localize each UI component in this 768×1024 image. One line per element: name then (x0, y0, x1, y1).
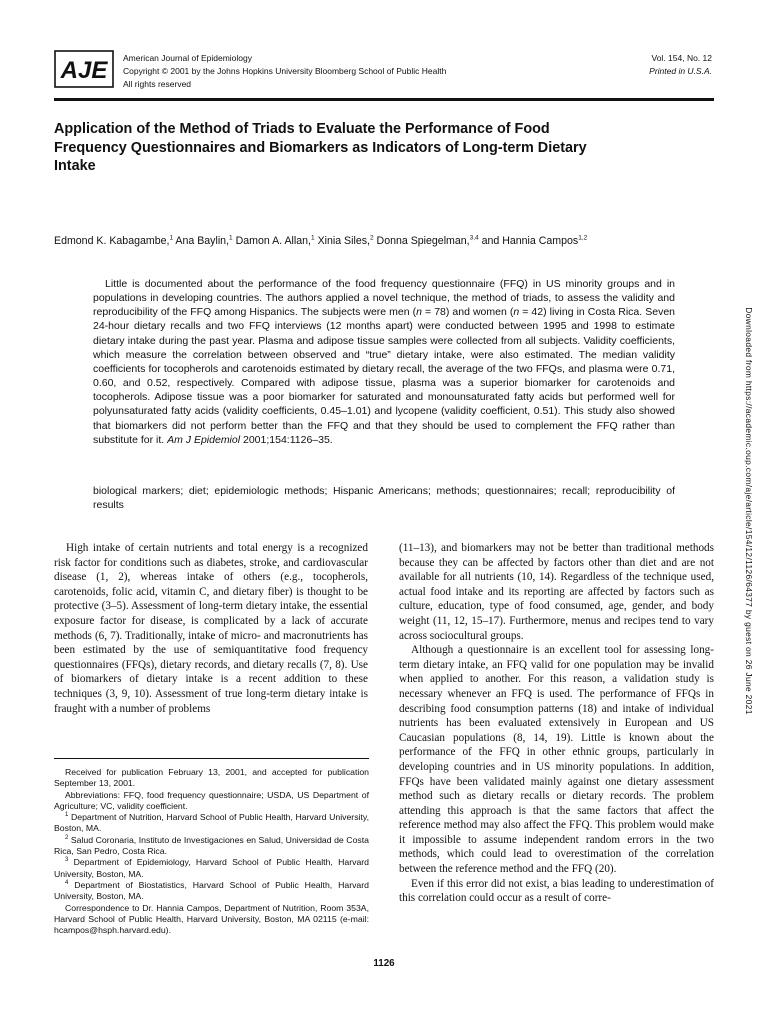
abstract-text: Little is documented about the performance of the food frequency questionnaire (FFQ) in US minority groups and in populations in developing countries. The authors applied a novel technique, the method of triads, to assess the validity and reproducibility of the FFQ among Hispanics. The subjects were men ( (93, 278, 675, 319)
abstract-citation: 2001;154:1126–35. (240, 433, 333, 446)
volume-issue: Vol. 154, No. 12 (651, 53, 712, 63)
header-journal-info (123, 52, 446, 91)
author-affiliation: 1 (310, 234, 315, 242)
abstract-text: = 78) and women ( (422, 306, 514, 319)
body-paragraph: Even if this error did not exist, a bias leading to underestimation of this correlation could occur as a result of corre- (399, 877, 714, 905)
author-name: Donna Spiegelman, (376, 235, 470, 247)
body-paragraph: (11–13), and biomarkers may not be better than traditional methods because they can be affected by factors other than diet and are not available for all nutrients (10, 14). Regardless of the technique used, actual food intake and its reporting are affected by factors such as culture, education, type of food consumed, age, gender, and body weight (11, 12, 15–17). Furthermore, menus and recipes tend to vary across sociocultural groups. (399, 542, 714, 642)
author-list (54, 234, 684, 248)
received-note: Received for publication February 13, 2001, and accepted for publication September 13, 2001. (54, 767, 369, 789)
rights-line: All rights reserved (123, 79, 192, 89)
affiliation-text: Department of Nutrition, Harvard School of Public Health, Harvard University, Boston, MA. (54, 812, 369, 834)
keywords: biological markers; diet; epidemiologic methods; Hispanic Americans; methods; questionnaires; recall; reproducibility of results (93, 485, 675, 512)
abstract (93, 277, 675, 447)
logo-text: AJE (60, 57, 108, 84)
affiliation-number: 4 (65, 880, 69, 887)
article-title: Application of the Method of Triads to Evaluate the Performance of Food Frequency Questionnaires and Biomarkers as Indicators of Long-term Dietary Intake (54, 121, 587, 174)
abstract-text: = 42) living in Costa Rica. Seven 24-hour dietary recalls and two FFQ interviews (12 months apart) were conducted between 1995 and 1998 to estimate dietary intake during the past year. Plasma and adipose tissue samples were collected from all subjects. Validity coefficients, which measure the correlation between observed and “true” dietary intake, were also estimated. The median validity coefficients for tocopherols and carotenoids estimated by dietary recall, the average of the two FFQs, and plasma were 0.71, 0.60, and 0.52, respectively. Compared with adipose tissue, plasma was a superior biomarker for carotenoids and tocopherols. Adipose tissue was a poor biomarker for saturated and monounsaturated fatty acids but performed well for polyunsaturated fatty acids (validity coefficients, 0.45–1.01) and lycopene (validity coefficient, 0.51). This study also showed that biomarkers did not perform better than the FFQ and that they should be used to complement the FFQ rather than substitute for it. (93, 306, 675, 446)
affiliation-note (54, 880, 369, 903)
affiliation-note (54, 857, 369, 880)
affiliation-number: 3 (65, 857, 69, 864)
page-number: 1126 (373, 958, 395, 969)
affiliation-text: Salud Coronaria, Instituto de Investigaciones en Salud, Universidad de Costa Rica, San Pedro, Costa Rica. (54, 834, 369, 857)
abbreviations-note: Abbreviations: FFQ, food frequency questionnaire; USDA, US Department of Agriculture; VC, validity coefficient. (54, 789, 369, 811)
affiliation-note (54, 812, 369, 835)
body-column-right (399, 541, 714, 906)
author-affiliation: 3,4 (469, 234, 479, 242)
header-issue-info (649, 52, 712, 78)
body-paragraph: Although a questionnaire is an excellent tool for assessing long-term dietary intake, an FFQ valid for one population may be invalid when applied to another. For this reason, a validation study is necessary whenever an FFQ is used. The performance of FFQs in describing food consumption patterns (18) and intake of individual nutrients has been evaluated extensively in European and US Caucasian populations (8, 14, 19). Little is known about the performance of the FFQ in other ethnic groups, particularly in developing countries and in US minority populations. In addition, FFQs have been validated mainly against one dietary assessment method such as dietary recalls or dietary records. The problem attending this approach is that the same factors that affect the reference method may also affect the FFQ. This problem would make it impossible to assume independent random errors in the two methods, which could lead to overestimation of the correlation between the reference method and the FFQ (20). (399, 644, 714, 876)
header-rule (54, 98, 714, 101)
journal-logo (54, 50, 114, 88)
affiliation-number: 2 (65, 834, 69, 841)
affiliation-note (54, 835, 369, 858)
author-affiliation: 1 (169, 234, 174, 242)
author-affiliation: 1 (229, 234, 233, 242)
affiliation-text: Department of Epidemiology, Harvard School of Public Health, Harvard University, Boston, MA. (54, 857, 369, 879)
copyright-line: Copyright © 2001 by the Johns Hopkins University Bloomberg School of Public Health (123, 66, 447, 76)
author-affiliation: 1,2 (578, 234, 588, 242)
author-name: Edmond K. Kabagambe, (54, 235, 170, 247)
author-affiliation: 2 (369, 234, 374, 242)
author-name: and Hannia Campos (481, 235, 579, 247)
footnote-rule (54, 758, 369, 759)
affiliation-text: Department of Biostatistics, Harvard School of Public Health, Harvard University, Boston, MA. (54, 879, 369, 902)
footnotes (54, 767, 369, 936)
download-watermark-text: Downloaded from https://academic.oup.com/aje/article/154/12/1126/64377 by guest on 26 June 2021 (744, 307, 754, 715)
printed-in: Printed in U.S.A. (649, 66, 712, 76)
author-name: Ana Baylin, (175, 235, 230, 247)
affiliation-number: 1 (65, 812, 69, 819)
correspondence-note: Correspondence to Dr. Hannia Campos, Department of Nutrition, Room 353A, Harvard School of Public Health, Harvard University, Boston, MA 02115 (e-mail: hcampos@hsph.harvard.edu). (54, 902, 369, 936)
abstract-variable: n (513, 306, 520, 319)
abstract-variable: n (416, 306, 422, 319)
author-name: Damon A. Allan, (235, 235, 311, 247)
abstract-citation-journal: Am J Epidemiol (167, 433, 241, 446)
body-column-left: High intake of certain nutrients and total energy is a recognized risk factor for conditions such as diabetes, stroke, and cardiovascular disease (1, 2), whereas intake of others (e.g., tocopherols, carotenoids, folic acid, vitamin C, and dietary fiber) is thought to be protective (3–5). Assessment of long-term dietary intake, the essential exposure factor for disease, is complicated by a lack of accurate methods (6, 7). Traditionally, intake of micro- and macronutrients has been estimated by the use of semiquantitative food frequency questionnaires (FFQs), dietary records, and dietary recalls (7, 8). Use of biomarkers of dietary intake is a recent addition to these techniques (3, 9, 10). Assessment of true long-term dietary intake is fraught with a number of problems (54, 542, 368, 715)
author-name: Xinia Siles, (317, 235, 370, 247)
journal-name: American Journal of Epidemiology (123, 53, 252, 63)
